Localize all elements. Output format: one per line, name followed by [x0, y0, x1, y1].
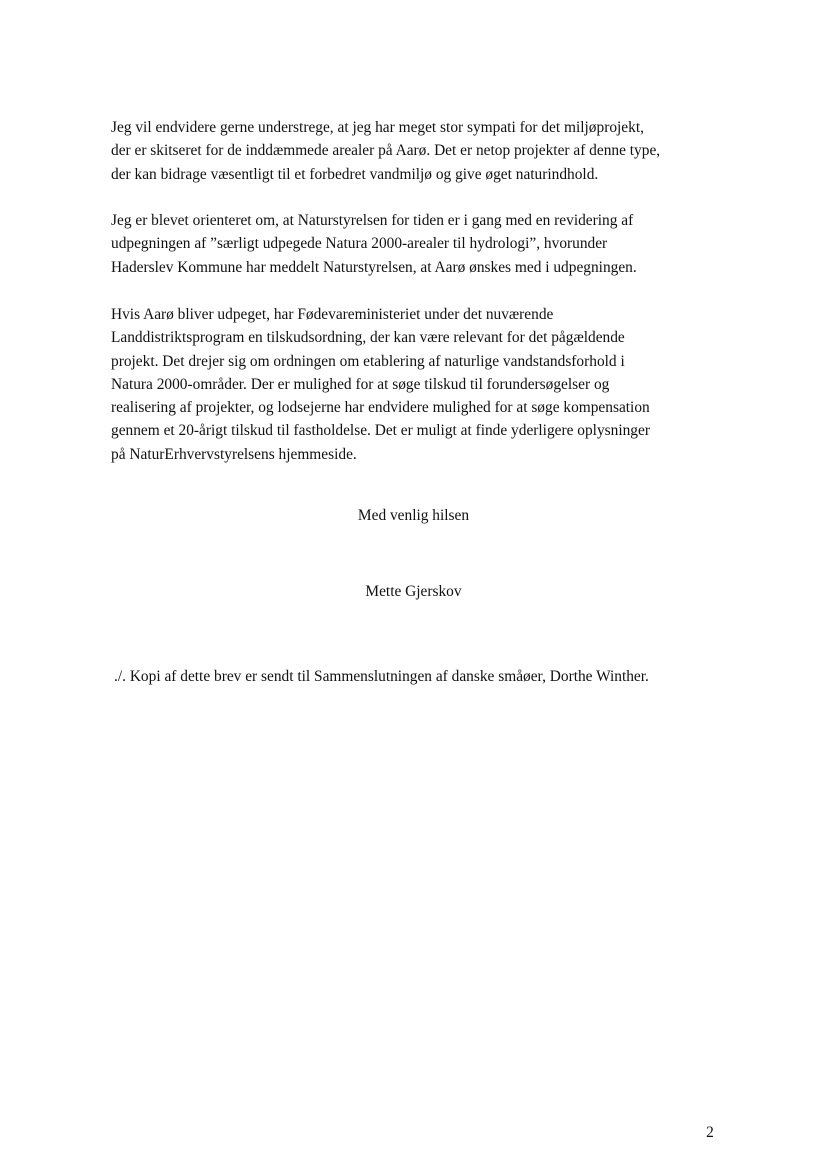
text-line: Jeg er blevet orienteret om, at Naturstyrelsen for tiden er i gang med en revidering af: [111, 212, 634, 229]
text-line: projekt. Det drejer sig om ordningen om etablering af naturlige vandstandsforhold i: [111, 352, 625, 370]
text-line: på NaturErhvervstyrelsens hjemmeside.: [111, 445, 357, 463]
text-line: realisering af projekter, og lodsejerne har endvidere mulighed for at søge kompensation: [111, 399, 650, 417]
text-line: gennem et 20-årigt tilskud til fastholdelse. Det er muligt at finde yderligere oplysninger: [111, 422, 650, 440]
text-line: der kan bidrage væsentligt til et forbedret vandmiljø og give øget naturindhold.: [111, 165, 599, 183]
text-line: Haderslev Kommune har meddelt Naturstyrelsen, at Aarø ønskes med i udpegningen.: [111, 258, 637, 276]
page-number: 2: [706, 1124, 714, 1141]
paragraph-sympathy: [111, 116, 711, 186]
text-line: Jeg vil endvidere gerne understrege, at jeg har meget stor sympati for det miljøprojekt,: [111, 119, 644, 136]
signer-name: Mette Gjerskov: [365, 583, 462, 600]
text-line: udpegningen af ”særligt udpegede Natura 2000-arealer til hydrologi”, hvorunder: [111, 235, 608, 253]
closing-greeting: Med venlig hilsen: [357, 507, 470, 524]
text-line: Hvis Aarø bliver udpeget, har Fødevareministeriet under det nuværende: [111, 306, 554, 323]
paragraph-subsidy: [111, 303, 711, 466]
text-line: Natura 2000-områder. Der er mulighed for at søge tilskud til forundersøgelser og: [111, 375, 610, 393]
text-line: Landdistriktsprogram en tilskudsordning, der kan være relevant for det pågældende: [111, 329, 625, 347]
text-line: der er skitseret for de inddæmmede arealer på Aarø. Det er netop projekter af denne type,: [111, 142, 661, 160]
copy-note: ./. Kopi af dette brev er sendt til Sammenslutningen af danske småøer, Dorthe Winther.: [114, 668, 649, 685]
paragraph-designation: [111, 209, 711, 279]
